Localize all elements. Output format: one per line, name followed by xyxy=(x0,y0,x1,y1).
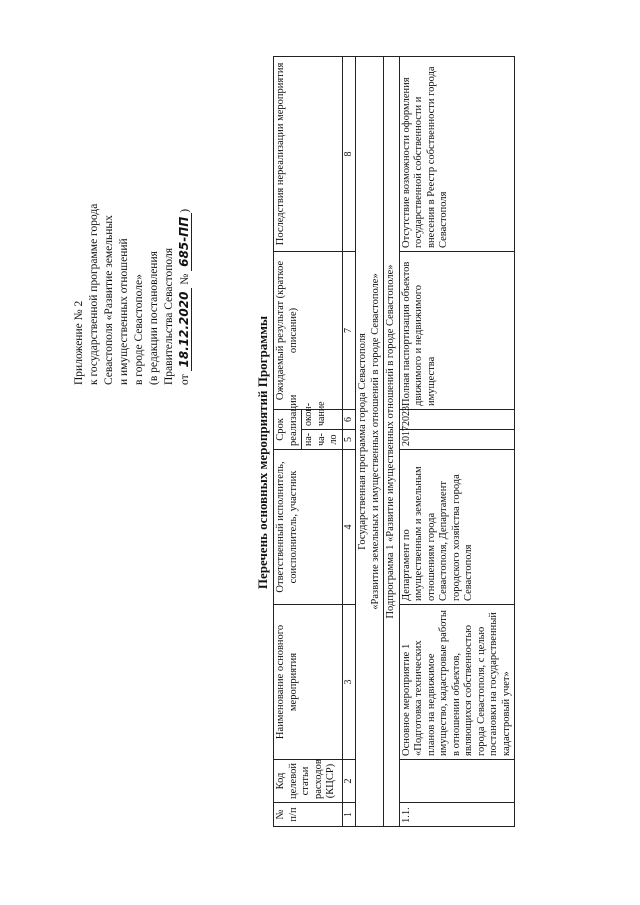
header-term: Срок реализации xyxy=(274,409,302,449)
header-end: окон-чание xyxy=(302,409,343,429)
appendix-line: Правительства Севастополя xyxy=(163,247,175,385)
measures-table xyxy=(273,56,515,827)
row-code xyxy=(399,760,515,803)
program-title-line-2: «Развитие земельных и имущественных отношений в городе Севастополе» xyxy=(369,273,381,610)
column-number: 8 xyxy=(342,56,356,251)
appendix-line: к государственной программе города xyxy=(88,203,100,385)
appendix-line: Севастополя «Развитие земельных xyxy=(103,215,115,385)
column-number: 2 xyxy=(342,760,356,803)
column-number: 4 xyxy=(342,450,356,605)
page-title: Перечень основных мероприятий Программы xyxy=(255,315,270,590)
subprogram-title: Подпрограмма 1 «Развитие имущественных отношений в городе Севастополе» xyxy=(384,56,400,826)
column-number: 3 xyxy=(342,605,356,760)
header-result: Ожидаемый результат (краткое описание) xyxy=(274,251,343,409)
row-end: 2023 xyxy=(399,409,515,429)
row-result: Полная паспортизация объектов движимого и недвижимого имущества xyxy=(399,251,515,409)
column-number: 1 xyxy=(342,803,356,827)
subprogram-row xyxy=(384,56,400,826)
closing-paren: ) xyxy=(179,208,191,213)
header-code: Код целевой статьи расходов (КЦСР) xyxy=(274,760,343,803)
header-consequence: Последствия нереализации мероприятия xyxy=(274,56,343,251)
column-number: 5 xyxy=(342,430,356,450)
appendix-header xyxy=(72,45,193,385)
column-number: 7 xyxy=(342,251,356,409)
header-num: № п/п xyxy=(274,803,343,827)
row-start: 2017 xyxy=(399,430,515,450)
row-consequence: Отсутствие возможности оформления государственной собственности и внесения в Реестр собственности города Севастополя xyxy=(399,56,515,251)
header-row xyxy=(274,56,302,826)
program-title-line-1: Государственная программа города Севастополя xyxy=(357,333,368,550)
appendix-line: в городе Севастополе» xyxy=(133,274,145,385)
program-title-row xyxy=(356,56,384,826)
row-name: Основное мероприятие 1 «Подготовка технических планов на недвижимое имущество, кадастровые работы в отношении объектов, являющихся собственностью города Севастополя, с целью постановки на государственный кадастровый учет» xyxy=(399,605,515,760)
resolution-date: 18.12.2020 xyxy=(177,288,192,372)
appendix-line: Приложение № 2 xyxy=(73,300,85,385)
row-num: 1.1. xyxy=(399,803,515,827)
number-prefix: № xyxy=(179,273,191,285)
column-number: 6 xyxy=(342,409,356,429)
resolution-number: 685-ПП xyxy=(177,213,192,271)
row-executor: Департамент по имущественным и земельным отношениям города Севастополя, Департамент городского хозяйства города Севастополя xyxy=(399,450,515,605)
program-title xyxy=(356,56,384,826)
resolution-date-line xyxy=(177,45,193,385)
appendix-line: и имущественных отношений xyxy=(118,238,130,385)
column-number-row xyxy=(342,56,356,826)
header-name: Наименование основного мероприятия xyxy=(274,605,343,760)
header-start: на-ча-ло xyxy=(302,430,343,450)
appendix-line: (в редакции постановления xyxy=(148,251,160,385)
table-row xyxy=(399,56,515,826)
date-prefix: от xyxy=(179,374,191,385)
header-executor: Ответственный исполнитель, соисполнитель, участник xyxy=(274,450,343,605)
